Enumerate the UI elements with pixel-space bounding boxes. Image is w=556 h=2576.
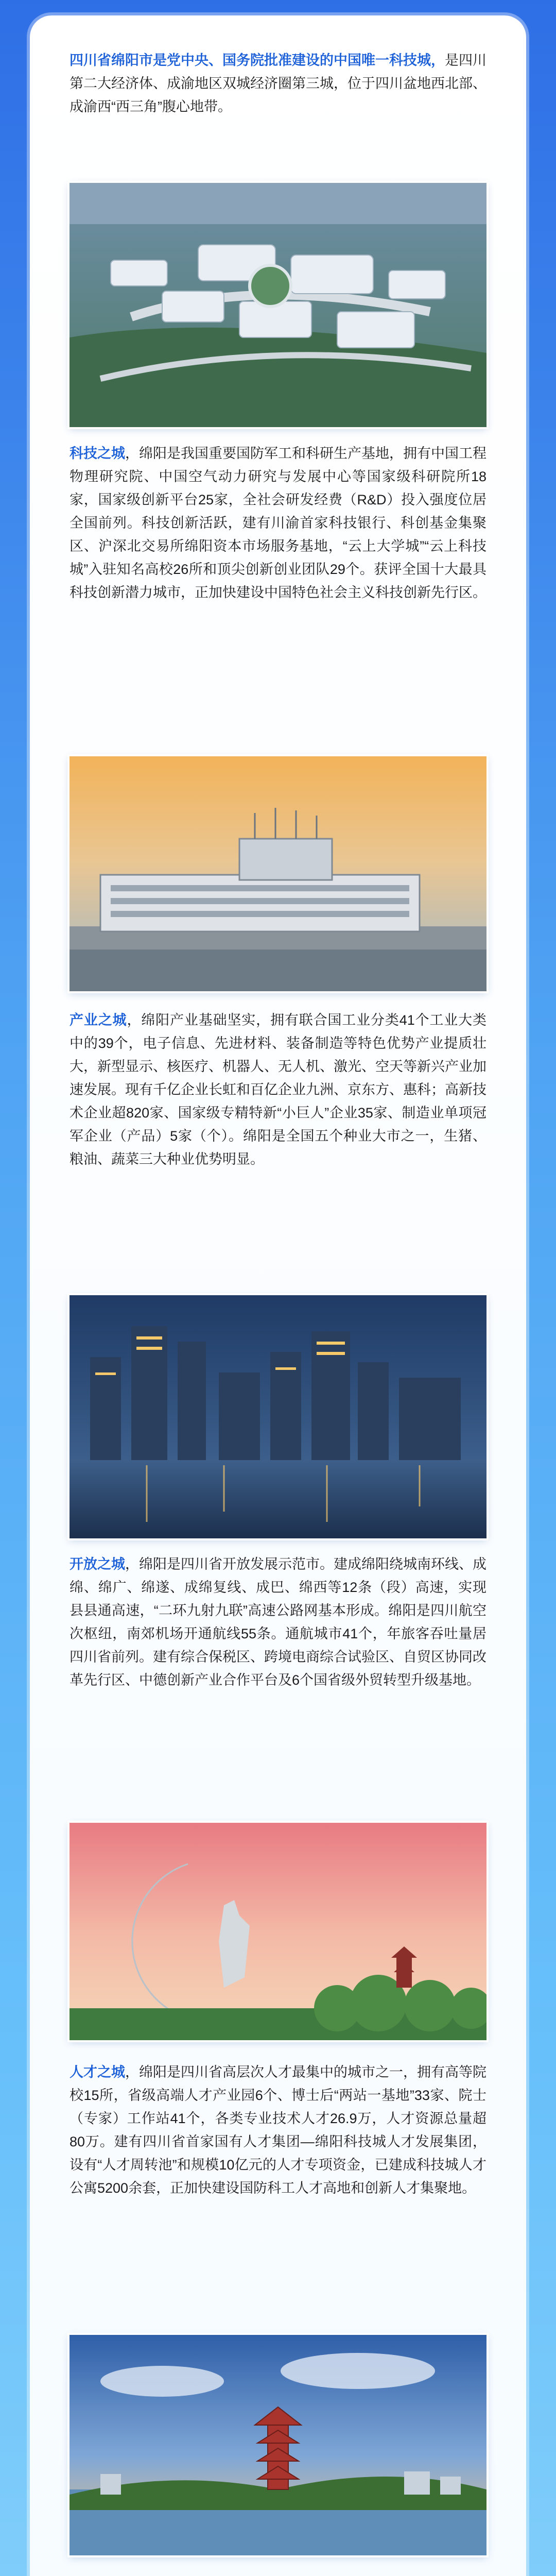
section-talent [70,2061,486,2200]
modern-building-sunset-photo [70,756,486,991]
section-title-sep-industry: ， [127,1012,142,1028]
intro-body: 是四川第二大经济体、成渝地区双城经济圈第三城，位于四川盆地西北部、成渝西“西三角”腹心地带。 [70,53,486,114]
section-title-sep-tech: ， [125,446,139,461]
section-title-talent: 人才之城 [70,2064,125,2080]
section-title-tech: 科技之城 [70,446,125,461]
section-body-tech: 绵阳是我国重要国防军工和科研生产基地，拥有中国工程物理研究院、中国空气动力研究与发展中心等国家级科研院所18家，国家级创新平台25家，全社会研发经费（R&D）投入强度位居全国前列。科技创新活跃，建有川渝首家科技银行、科创基金集聚区、沪深北交易所绵阳资本市场服务基地，“云上大学城”“云上科技城”入驻知名高校26所和顶尖创新创业团队29个。获评全国十大最具科技创新潜力城市，正加快建设中国特色社会主义科技创新先行区。 [70,446,486,600]
section-title-sep-open: ， [125,1556,139,1572]
section-body-open: 绵阳是四川省开放发展示范市。建成绵阳绕城南环线、成绵、绵广、绵遂、成绵复线、成巴、绵西等12条（段）高速，实现县县通高速，“二环九射九联”高速公路网基本形成。绵阳是四川航空次枢纽，南郊机场开通航线55条。通航城市41个，年旅客吞吐量居四川省前列。建有综合保税区、跨境电商综合试验区、自贸区协同改革先行区、中德创新产业合作平台及6个国省级外贸转型升级基地。 [70,1556,486,1688]
city-skyline-night-photo [70,1295,486,1538]
section-body-talent: 绵阳是四川省高层次人才最集中的城市之一，拥有高等院校15所，省级高端人才产业园6个、博士后“两站一基地”33家、院士（专家）工作站41个，各类专业技术人才26.9万，人才资源总量超80万。建有四川省首家国有人才集团—绵阳科技城人才发展集团，设有“人才周转池”和规模10亿元的人才专项资金，已建成科技城人才公寓5200余套，正加快建设国防科工人才高地和创新人才集聚地。 [70,2064,486,2196]
intro-highlight: 四川省绵阳市是党中央、国务院批准建设的中国唯一科技城， [70,53,445,68]
section-ecology [70,2573,486,2576]
section-body-industry: 绵阳产业基础坚实，拥有联合国工业分类41个工业大类中的39个，电子信息、先进材料、装备制造等特色优势产业提质壮大，新型显示、核医疗、机器人、无人机、激光、空天等新兴产业加速发展。现有千亿企业长虹和百亿企业九洲、京东方、惠科；高新技术企业超820家、国家级专精特新“小巨人”企业35家、制造业单项冠军企业（产品）5家（个）。绵阳是全国五个种业大市之一，生猪、粮油、蔬菜三大种业优势明显。 [70,1012,487,1167]
aerial-science-park-photo [70,183,486,427]
section-title-open: 开放之城 [70,1556,125,1572]
section-tech [70,442,486,604]
section-title-industry: 产业之城 [70,1012,127,1028]
pagoda-on-river-photo [70,2335,486,2555]
section-open [70,1553,486,1692]
crescent-moon-statue-photo [70,1823,486,2040]
section-title-sep-talent: ， [125,2064,139,2080]
intro-paragraph [70,49,486,118]
section-industry [70,1009,486,1171]
